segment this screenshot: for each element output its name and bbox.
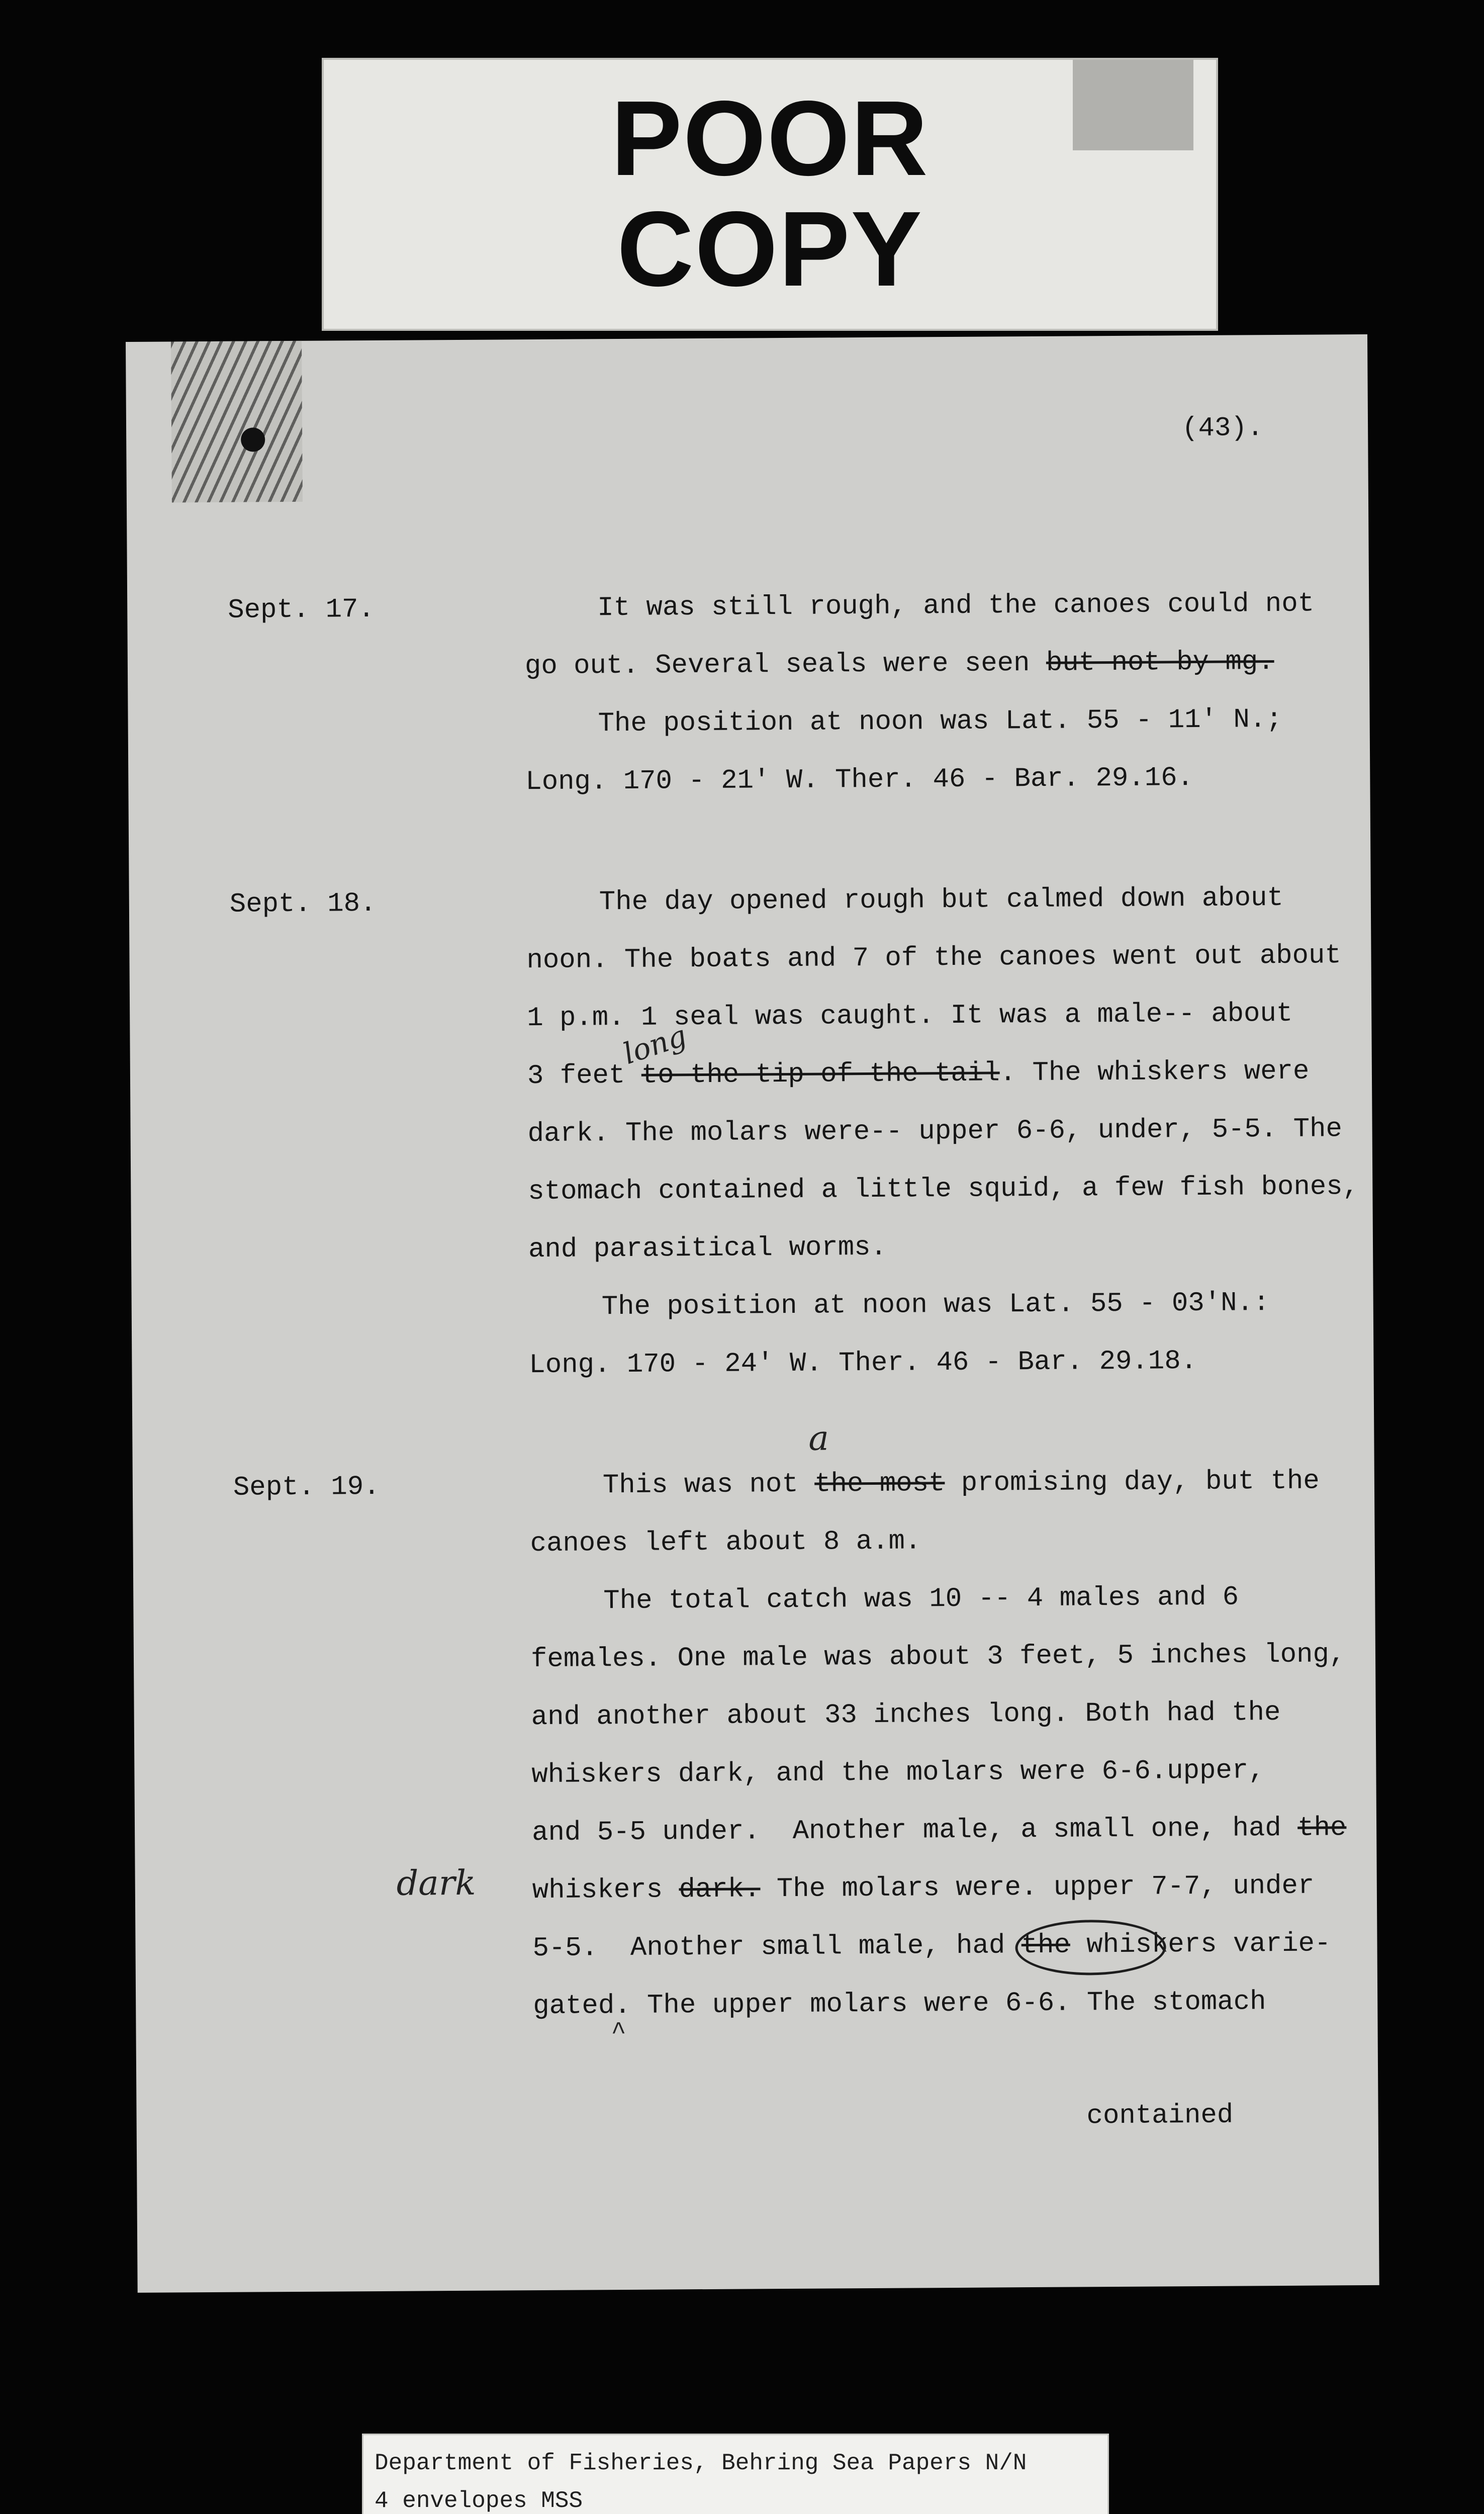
punch-hole [241, 427, 265, 452]
text-line: Long. 170 - 24' W. Ther. 46 - Bar. 29.18. [529, 1346, 1197, 1381]
struck-text: the most [814, 1468, 945, 1500]
text-line: Long. 170 - 21' W. Ther. 46 - Bar. 29.16. [525, 763, 1194, 798]
struck-text: the [1021, 1930, 1071, 1961]
text-line: 1 p.m. 1 seal was caught. It was a male-- about [527, 998, 1293, 1034]
text-line: The total catch was 10 -- 4 males and 6 [603, 1582, 1239, 1617]
stamp-line-1: POOR [611, 78, 929, 198]
text-line: stomach contained a little squid, a few fish bones, [528, 1172, 1359, 1208]
text-line: It was still rough, and the canoes could not [597, 588, 1315, 624]
struck-text: but not by mg. [1046, 647, 1274, 679]
text-line: This was not the most promising day, but the [602, 1466, 1320, 1501]
text-line: dark. The molars were-- upper 6-6, under, 5-5. The [527, 1114, 1343, 1150]
circled-word-mark [1015, 1919, 1166, 1976]
page-number: (43). [1181, 413, 1264, 444]
text-line: and 5-5 under. Another male, a small one, had the [531, 1813, 1347, 1849]
text-line: The position at noon was Lat. 55 - 11' N.; [598, 704, 1282, 740]
text-line: noon. The boats and 7 of the canoes went out about [526, 940, 1341, 976]
entry-date: Sept. 17. [228, 594, 375, 626]
entry-date: Sept. 19. [233, 1471, 380, 1503]
text-line: The position at noon was Lat. 55 - 03'N.: [601, 1288, 1270, 1323]
document-page [126, 334, 1379, 2293]
catchword: contained [1086, 2100, 1234, 2132]
struck-text: the [1297, 1813, 1347, 1844]
handwritten-insertion: long [619, 1018, 691, 1071]
text-line: 3 feet to the tip of the tail. The whiskers were [527, 1056, 1310, 1092]
reference-label [362, 2434, 1109, 2514]
text-line: canoes left about 8 a.m. [530, 1526, 921, 1560]
text-line: and parasitical worms. [528, 1232, 887, 1266]
text-line: The day opened rough but calmed down about [599, 882, 1284, 918]
text-line: gated. The upper molars were 6-6. The stomach [533, 1987, 1266, 2022]
text-line: whiskers dark. The molars were. upper 7-7, under [532, 1870, 1315, 1907]
text-line: go out. Several seals were seen but not by mg. [524, 647, 1274, 682]
text-line: females. One male was about 3 feet, 5 inches long, [530, 1639, 1346, 1675]
text-line: 5-5. Another small male, had the whiskers varie- [532, 1928, 1331, 1964]
poor-copy-stamp [322, 58, 1218, 331]
stamp-line-2: COPY [617, 189, 923, 308]
struck-text: dark. [679, 1874, 761, 1906]
torn-corner [171, 341, 303, 503]
reference-line-2: 4 envelopes MSS [375, 2488, 583, 2514]
struck-text: to the tip of the tail [641, 1058, 1000, 1091]
text-line: whiskers dark, and the molars were 6-6.upper, [531, 1755, 1265, 1791]
handwritten-insertion: a [808, 1418, 829, 1459]
entry-date: Sept. 18. [229, 888, 377, 920]
handwritten-margin-note: dark [396, 1863, 476, 1904]
text-line: and another about 33 inches long. Both had the [531, 1697, 1281, 1733]
reference-line-1: Department of Fisheries, Behring Sea Papers N/N [375, 2450, 1027, 2476]
caret-mark: ^ [611, 2018, 626, 2047]
